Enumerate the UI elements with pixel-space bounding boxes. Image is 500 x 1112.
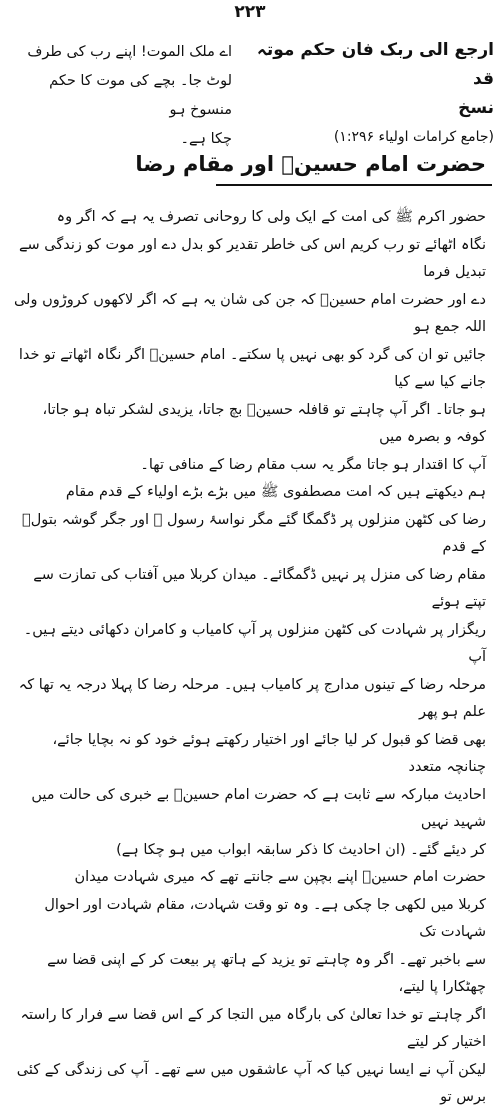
text-line: رضا کی کٹھن منزلوں پر ڈگمگا گئے مگر نواسۂ رسول ﷺ اور جگر گوشہ بتولؑ کے قدم [22, 511, 486, 555]
translation-line: چکا ہے۔ [180, 131, 232, 147]
translation-line: لوٹ جا۔ بچے کی موت کا حکم منسوخ ہو [49, 73, 232, 118]
text-line: مقام رضا کی منزل پر نہیں ڈگمگائے۔ میدان کربلا میں آفتاب کی تمازت سے تپتے ہوئے [33, 566, 486, 610]
text-line: کر دیئے گئے۔ [410, 841, 486, 858]
section-heading [135, 148, 486, 180]
section-heading-text: حضرت امام حسینؓ اور مقام رضا [135, 152, 486, 176]
text-line: ریگزار پر شہادت کی کٹھن منزلوں پر آپ کامیاب و کامران دکھائی دیتے ہیں۔ آپ [23, 621, 486, 665]
quotation-block [6, 36, 494, 147]
text-line: سے باخبر تھے۔ اگر وہ چاہتے تو یزید کے ہاتھ پر بیعت کر کے اپنی قضا سے چھٹکارا پا لیتے، [47, 951, 486, 995]
reference: (جامع کرامات اولیاء ۱:۲۹۶) [333, 129, 494, 145]
paragraph-2 [12, 479, 486, 864]
paragraph-1 [12, 204, 486, 479]
text-line: ہو جاتا۔ اگر آپ چاہتے تو قافلہ حسینؓ بچ جاتا، یزیدی لشکر تباہ ہو جاتا، کوفہ و بصرہ میں [42, 401, 486, 445]
text-line: جائیں تو ان کی گرد کو بھی نہیں پا سکتے۔ امام حسینؓ اگر نگاہ اٹھاتے تو خدا جانے کیا سے کیا [18, 346, 486, 390]
text-line: کربلا میں لکھی جا چکی ہے۔ وہ تو وقت شہادت، مقام شہادت اور احوال شہادت تک [44, 896, 486, 940]
footnote-reference: (ان احادیث کا ذکر سابقہ ابواب میں ہو چکا ہے) [116, 841, 406, 858]
arabic-quote [244, 36, 494, 152]
text-line: آپ کا اقتدار ہو جاتا مگر یہ سب مقام رضا کے منافی تھا۔ [140, 456, 486, 473]
text-line: لیکن آپ نے ایسا نہیں کیا کہ آپ عاشقوں میں سے تھے۔ آپ کی زندگی کے کئی برس تو [16, 1061, 486, 1105]
body-text [12, 204, 486, 1112]
arabic-line: ارجع الی ربک فان حکم موتہ قد [256, 40, 494, 89]
translation-line: اے ملک الموت! اپنے رب کی طرف [27, 44, 232, 60]
text-line: حضرت امام حسینؓ اپنے بچپن سے جانتے تھے کہ میری شہادت میدان [74, 869, 486, 885]
text-line: دے اور حضرت امام حسینؓ کہ جن کی شان یہ ہے کہ اگر لاکھوں کروڑوں ولی اللہ جمع ہو [13, 291, 486, 335]
text-line: احادیث مبارکہ سے ثابت ہے کہ حضرت امام حسینؓ بے خبری کی حالت میں شہید نہیں [31, 786, 486, 830]
page-number: ۲۲۳ [234, 2, 266, 22]
heading-underline [216, 184, 492, 186]
text-line: مرحلہ رضا کے تینوں مدارج پر کامیاب ہیں۔ مرحلہ رضا کا پہلا درجہ یہ تھا کہ علم ہو پھر [18, 676, 486, 720]
text-line: اگر چاہتے تو خدا تعالیٰ کی بارگاہ میں التجا کر کے اس قضا سے فرار کا راستہ اختیار کر لیتے [20, 1006, 486, 1050]
text-line: ہم دیکھتے ہیں کہ امت مصطفوی ﷺ میں بڑے بڑے اولیاء کے قدم مقام [65, 484, 486, 500]
urdu-translation [6, 38, 232, 154]
text-line: بھی قضا کو قبول کر لیا جائے اور اختیار رکھتے ہوئے خود کو نہ بچایا جائے، چنانچہ متعدد [52, 731, 486, 775]
text-line: نگاہ اٹھائے تو رب کریم اس کی خاطر تقدیر کو بدل دے اور موت کو زندگی سے تبدیل فرما [19, 236, 486, 280]
paragraph-3 [12, 864, 486, 1112]
text-line: حضور اکرم ﷺ کی امت کے ایک ولی کا روحانی تصرف یہ ہے کہ اگر وہ [56, 209, 486, 225]
arabic-line: نسخ [458, 98, 494, 118]
